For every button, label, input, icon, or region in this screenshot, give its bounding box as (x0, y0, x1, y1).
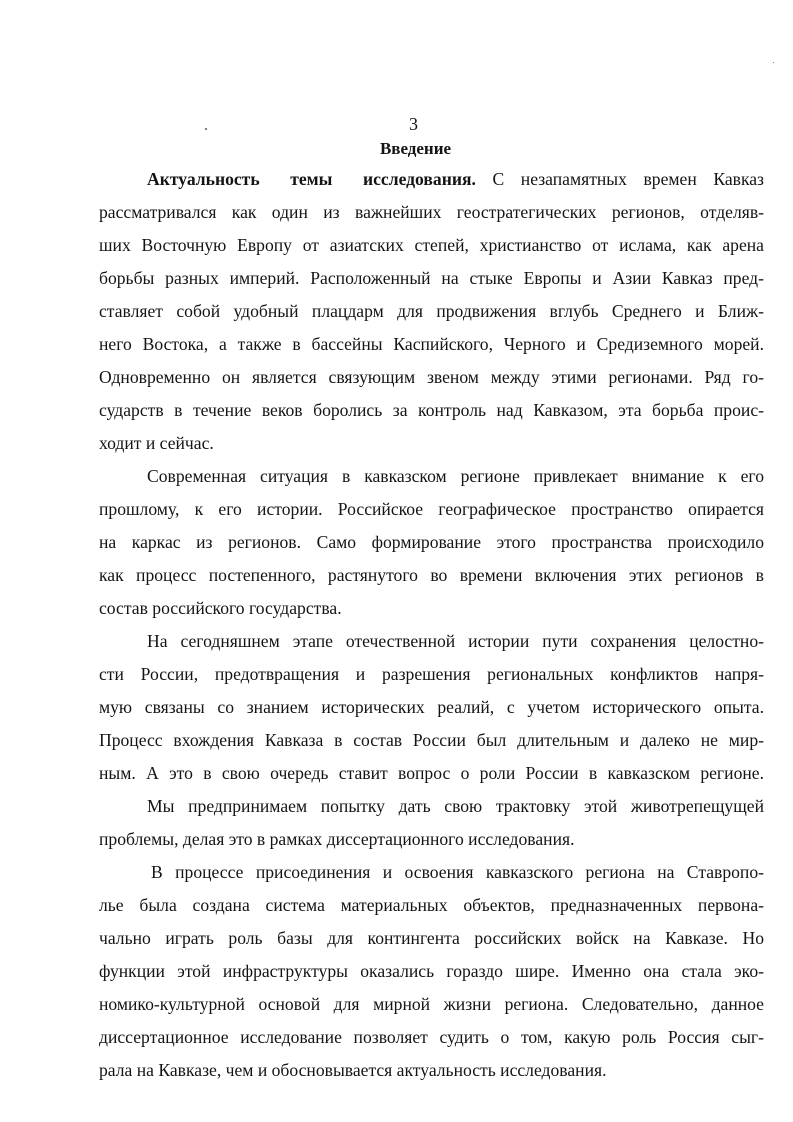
paragraph-5-line-6: диссертационное исследование позволяет судить о том, какую роль Россия сыг- (99, 1027, 764, 1047)
paragraph-2-line-3: на каркас из регионов. Само формирование этого пространства происходило (99, 532, 764, 552)
paragraph-2-line-4: как процесс постепенного, растянутого во времени включения этих регионов в (99, 565, 764, 585)
scan-speck (773, 62, 774, 63)
paragraph-5-line-1: В процессе присоединения и освоения кавказского региона на Ставропо- (151, 862, 764, 882)
section-heading: Введение (379, 139, 452, 158)
paragraph-5-line-3: чально играть роль базы для контингента российских войск на Кавказе. Но (99, 928, 764, 948)
lead-phrase: Актуальность темы исследования. (147, 169, 476, 189)
paragraph-1-line-3: ших Восточную Европу от азиатских степей, христианство от ислама, как арена (99, 235, 764, 255)
paragraph-1-line-2: рассматривался как один из важнейших геостратегических регионов, отделяв- (99, 202, 764, 222)
paragraph-1-line-7: Одновременно он является связующим звеном между этими регионами. Ряд го- (99, 367, 764, 387)
paragraph-1-line-9: ходит и сейчас. (99, 433, 214, 453)
paragraph-3-line-1: На сегодняшнем этапе отечественной истории пути сохранения целостно- (147, 631, 764, 651)
paragraph-3-line-2: сти России, предотвращения и разрешения региональных конфликтов напря- (99, 664, 764, 684)
paragraph-1-line-8: сударств в течение веков боролись за контроль над Кавказом, эта борьба проис- (99, 400, 764, 420)
paragraph-1-line-6: него Востока, а также в бассейны Каспийского, Черного и Средиземного морей. (99, 334, 764, 354)
paragraph-5-line-4: функции этой инфраструктуры оказались гораздо шире. Именно она стала эко- (99, 961, 764, 981)
paragraph-5-line-7: рала на Кавказе, чем и обосновывается актуальность исследования. (99, 1060, 607, 1080)
paragraph-4-line-1: Мы предпринимаем попытку дать свою трактовку этой животрепещущей (147, 796, 764, 816)
paragraph-1-line-4: борьбы разных империй. Расположенный на стыке Европы и Азии Кавказ пред- (99, 268, 764, 288)
paragraph-5-line-2: лье была создана система материальных объектов, предназначенных первона- (99, 895, 764, 915)
page-number: 3 (409, 114, 418, 134)
paragraph-5-line-5: номико-культурной основой для мирной жизни региона. Следовательно, данное (99, 994, 764, 1014)
line-text: С незапамятных времен Кавказ (475, 169, 764, 189)
paragraph-3-line-5: ным. А это в свою очередь ставит вопрос о роли России в кавказском регионе. (99, 763, 764, 783)
paragraph-3-line-3: мую связаны со знанием исторических реалий, с учетом исторического опыта. (99, 697, 764, 717)
paragraph-3-line-4: Процесс вхождения Кавказа в состав России был длительным и далеко не мир- (99, 730, 764, 750)
paragraph-2-line-2: прошлому, к его истории. Российское географическое пространство опирается (99, 499, 764, 519)
paragraph-2-line-1: Современная ситуация в кавказском регионе привлекает внимание к его (147, 466, 764, 486)
paragraph-1-line-5: ставляет собой удобный плацдарм для продвижения вглубь Среднего и Ближ- (99, 301, 764, 321)
paragraph-4-line-2: проблемы, делая это в рамках диссертационного исследования. (99, 829, 575, 849)
paragraph-2-line-5: состав российского государства. (99, 598, 342, 618)
paragraph-1-line-1 (147, 168, 764, 190)
